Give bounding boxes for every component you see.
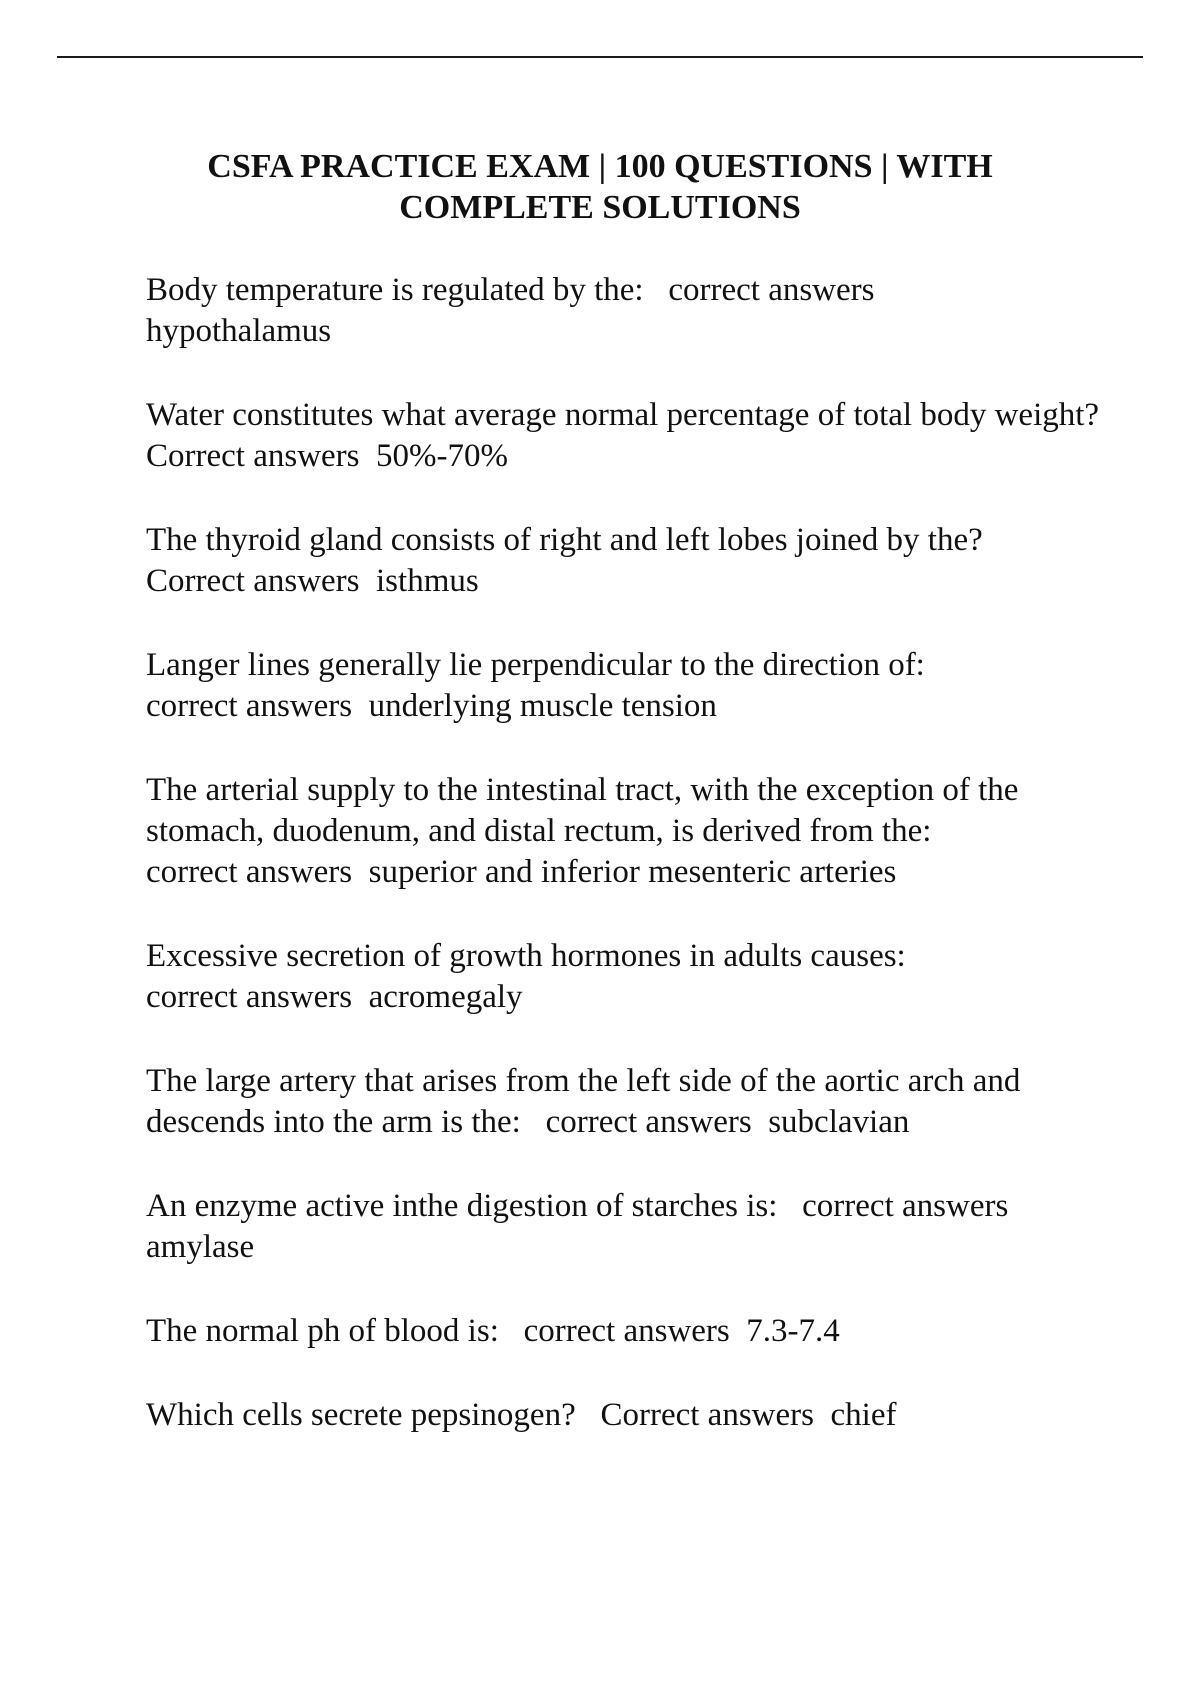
question-text: An enzyme active inthe digestion of starches is: [146, 1188, 778, 1224]
qa-item [146, 1311, 1106, 1352]
answer-text: subclavian [768, 1104, 910, 1140]
answer-text: acromegaly [368, 979, 523, 1015]
question-text: Langer lines generally lie perpendicular to the direction of: [146, 647, 925, 683]
question-text: The arterial supply to the intestinal tract, with the exception of the stomach, duodenum, and distal rectum, is derived from the: [146, 772, 1027, 849]
qa-item [146, 1395, 1106, 1436]
answer-text: underlying muscle tension [368, 688, 717, 724]
answer-text: 7.3-7.4 [746, 1313, 840, 1349]
qa-list [146, 270, 1106, 1479]
answer-text: amylase [146, 1229, 255, 1265]
answer-label: correct answers [146, 854, 353, 890]
qa-item [146, 770, 1106, 893]
answer-text: chief [830, 1397, 897, 1433]
answer-label: correct answers [523, 1313, 730, 1349]
qa-item [146, 520, 1106, 602]
question-text: Which cells secrete pepsinogen? [146, 1397, 576, 1433]
answer-label: correct answers [146, 688, 353, 724]
answer-label: Correct answers [146, 438, 360, 474]
answer-text: isthmus [376, 563, 479, 599]
qa-item [146, 270, 1106, 352]
answer-label: correct answers [802, 1188, 1009, 1224]
qa-item [146, 1186, 1106, 1268]
answer-text: 50%-70% [376, 438, 508, 474]
answer-label: correct answers [545, 1104, 752, 1140]
question-text: Excessive secretion of growth hormones in adults causes: [146, 938, 906, 974]
question-text: Body temperature is regulated by the: [146, 272, 644, 308]
answer-text: hypothalamus [146, 313, 332, 349]
question-text: The large artery that arises from the left side of the aortic arch and descends into the arm is the: [146, 1063, 1029, 1140]
qa-item [146, 395, 1106, 477]
page-title [120, 146, 1080, 228]
qa-item [146, 936, 1106, 1018]
question-text: The thyroid gland consists of right and left lobes joined by the? [146, 522, 983, 558]
question-text: Water constitutes what average normal percentage of total body weight? [146, 397, 1100, 433]
qa-item [146, 1061, 1106, 1143]
answer-text: superior and inferior mesenteric arteries [368, 854, 897, 890]
title-line-1: CSFA PRACTICE EXAM | 100 QUESTIONS | WITH [207, 148, 993, 185]
answer-label: Correct answers [600, 1397, 814, 1433]
top-rule [57, 56, 1143, 58]
qa-item [146, 645, 1106, 727]
answer-label: correct answers [668, 272, 875, 308]
answer-label: correct answers [146, 979, 353, 1015]
title-line-2: COMPLETE SOLUTIONS [399, 189, 801, 226]
answer-label: Correct answers [146, 563, 360, 599]
question-text: The normal ph of blood is: [146, 1313, 499, 1349]
